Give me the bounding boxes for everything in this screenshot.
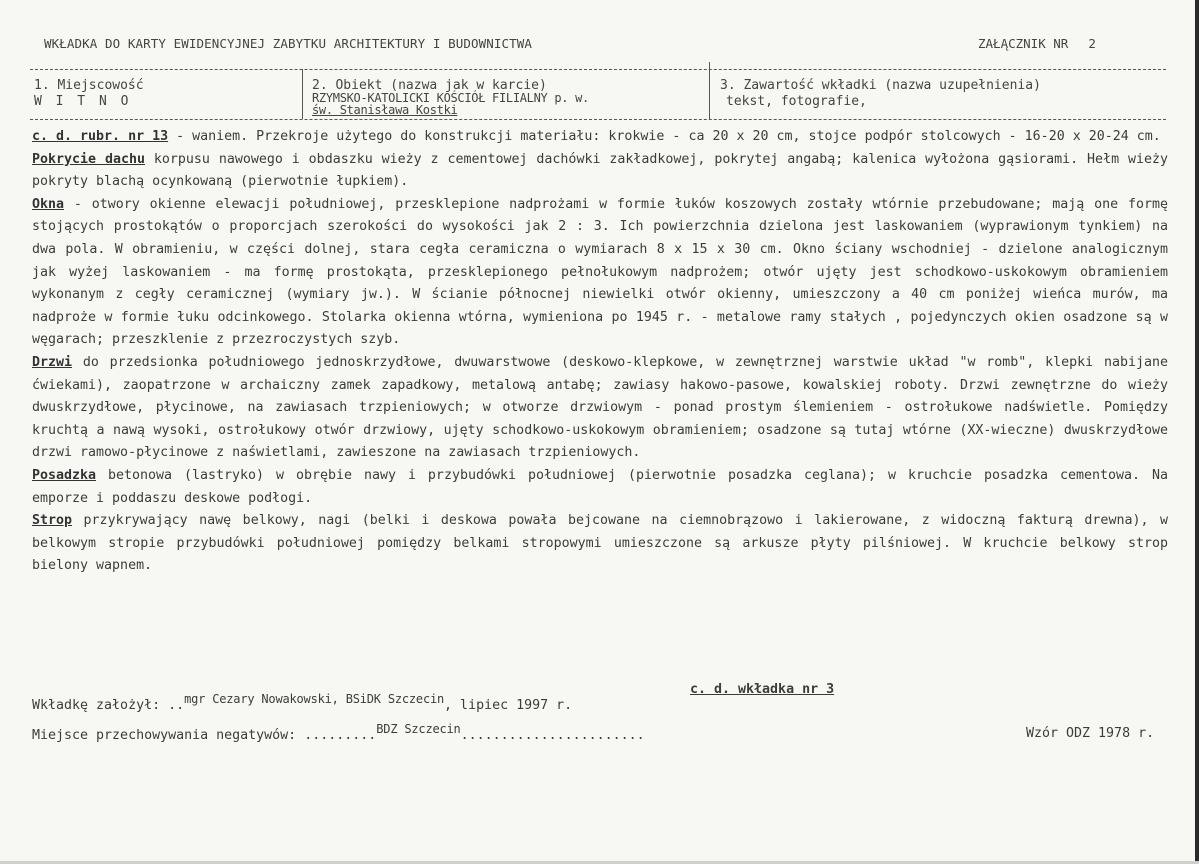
roof-text: korpusu nawowego i obdaszku wieży z cementowej dachówki zakładkowej, pokrytej angabą; kalenica wyłożona gąsiorami. Hełm wieży pokryty blachą ocynkowaną (pierwotnie łupkiem).: [32, 151, 1169, 190]
field-object-value-1: RZYMSKO-KATOLICKI KOŚCIÓŁ FILIALNY p. w.: [312, 91, 589, 105]
template-note: Wzór ODZ 1978 r.: [1026, 726, 1155, 741]
continued-text: c. d. wkładka nr 3: [690, 682, 835, 697]
paragraph-doors: [32, 352, 1168, 465]
storage-value: BDZ Szczecin: [376, 722, 461, 736]
field-divider-2: [709, 62, 710, 119]
storage-field: .........BDZ Szczecin.......................: [304, 722, 645, 743]
field-content-value: tekst, fotografie,: [726, 94, 867, 109]
field-divider-1: [302, 69, 303, 119]
field-object-label: 2. Obiekt (nazwa jak w karcie): [312, 78, 547, 93]
ceiling-heading: Strop: [32, 513, 73, 529]
created-by-suffix: , lipiec 1997 r.: [444, 698, 573, 713]
continued-note: [690, 682, 834, 697]
header-divider-top: [30, 69, 1166, 70]
field-content-label: 3. Zawartość wkładki (nazwa uzupełnienia): [720, 78, 1041, 93]
field-place: [34, 79, 144, 108]
field-object: [312, 79, 589, 116]
header-divider-bottom: [30, 119, 1166, 120]
doors-heading: Drzwi: [32, 354, 73, 370]
annex-label: ZAŁĄCZNIK NR: [978, 36, 1069, 51]
windows-heading: Okna: [32, 196, 65, 212]
field-content: [720, 79, 1041, 108]
paragraph-continuation: [32, 126, 1168, 149]
annex-number: [978, 36, 1096, 51]
windows-text: - otwory okienne elewacji południowej, przesklepione nadprożami w formie łuków koszowych zostały wtórnie przebudowane; mają one formę stojących prostokątów o proporcjach szerokości do wysokości jak 2 : 3. Ich powierzchnia dzielona jest laskowaniem (wyprawionym tynkiem) na dwa pola. W obramieniu, w części dolnej, stara cegła ceramiczna o wymiarach 8 x 15 x 30 cm. Okno ściany wschodniej - dzielone analogicznym jak wyżej laskowaniem - ma formę prostokąta, przesklepionego pełnołukowym nadprożem; otwór ujęty jest schodkowo-uskokowym obramieniem wykonanym z cegły ceramicznej (wymiary jw.). W ścianie północnej niewielki otwór okienny, umieszczony a 40 cm poniżej wieńca murów, ma nadproże w formie łuku odcinkowego. Stolarka okienna wtórna, wymieniona po 1945 r. - metalowe ramy stałych , pojedynczych okien osadzone są w węgarach; przeszklenie z przezroczystych szyb.: [32, 196, 1168, 348]
annex-number-value: 2: [1088, 36, 1096, 51]
ceiling-text: przykrywający nawę belkowy, nagi (belki i deskowa powała bejcowane na ciemnobrązowo i lakierowane, z widoczną fakturą drewna), w belkowym stropie przybudówki południowej pomiędzy belkami stropowymi umieszczone są arkusze płyty pilśniowej. W kruchcie belkowy strop bielony wapnem.: [32, 513, 1168, 574]
continuation-label: c. d. rubr. nr 13: [32, 129, 169, 144]
document-title: WKŁADKA DO KARTY EWIDENCYJNEJ ZABYTKU ARCHITEKTURY I BUDOWNICTWA: [44, 36, 533, 51]
paragraph-ceiling: [32, 510, 1168, 578]
field-place-label: 1. Miejscowość: [34, 78, 144, 93]
paragraph-roof: [32, 149, 1168, 194]
doors-text: do przedsionka południowego jednoskrzydłowe, dwuwarstwowe (deskowo-klepkowe, w zewnętrznej warstwie układ "w romb", klepki nabijane ćwiekami), zaopatrzone w archaiczny zamek zapadkowy, metalową antabę; zawiasy hakowo-pasowe, kowalskiej roboty. Drzwi zewnętrzne do wieży dwuskrzydłowe, płycinowe, na zawiasach trzpieniowych; w otworze drzwiowym - ponad prostym ślemieniem - ostrołukowe nadświetle. Pomiędzy kruchtą a nawą wysoki, ostrołukowy otwór drzwiowy, ujęty schodkowo-uskokowym obramieniem; osadzone są tutaj wtórne (XX-wieczne) dwuskrzydłowe drzwi ramowo-płycinowe z naświetlami, zawieszone na zawiasach trzpieniowych.: [32, 354, 1168, 461]
continuation-text: - waniem. Przekroje użytego do konstrukcji materiału: krokwie - ca 20 x 20 cm, stojce podpór stolcowych - 16-20 x 20-24 cm.: [168, 129, 1161, 144]
floor-heading: Posadzka: [32, 467, 97, 483]
roof-heading: Pokrycie dachu: [32, 151, 145, 167]
field-place-value: W I T N O: [34, 94, 132, 109]
storage-line: [32, 722, 645, 743]
scan-edge-right: [1195, 0, 1199, 864]
paragraph-windows: [32, 194, 1168, 352]
created-by-label: Wkładkę założył:: [32, 698, 161, 713]
created-by-field: ..mgr Cezary Nowakowski, BSiDK Szczecin: [168, 692, 445, 713]
created-by-line: [32, 692, 573, 713]
paragraph-floor: [32, 465, 1168, 510]
field-object-value-2: św. Stanisława Kostki: [312, 103, 458, 117]
document-body: [32, 126, 1168, 578]
created-by-value: mgr Cezary Nowakowski, BSiDK Szczecin: [184, 692, 445, 706]
floor-text: betonowa (lastryko) w obrębie nawy i przybudówki południowej (pierwotnie posadzka ceglana); w kruchcie posadzka cementowa. Na emporze i poddaszu deskowe podłogi.: [32, 467, 1168, 506]
storage-label: Miejsce przechowywania negatywów:: [32, 728, 297, 743]
